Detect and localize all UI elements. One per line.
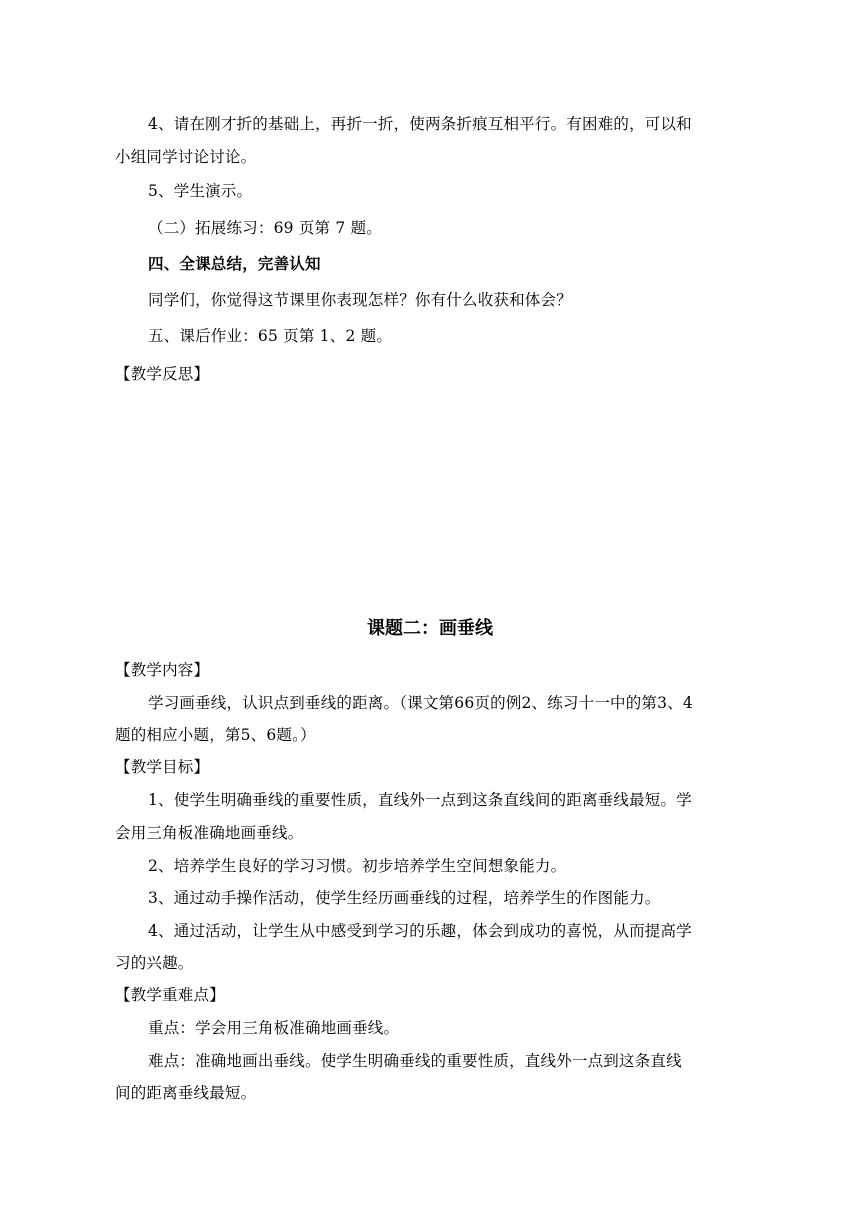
paragraph-content-line1: 学习画垂线，认识点到垂线的距离。（课文第66页的例2、练习十一中的第3、4 — [148, 694, 693, 712]
goal-1-line1: 1、使学生明确垂线的重要性质，直线外一点到这条直线间的距离垂线最短。学 — [148, 791, 692, 809]
paragraph-step4-line1: 4、请在刚才折的基础上，再折一折，使两条折痕互相平行。有困难的，可以和 — [148, 115, 692, 133]
section-heading-summary: 四、全课总结，完善认知 — [148, 254, 321, 273]
heading-teaching-content: 【教学内容】 — [115, 661, 210, 679]
goal-1-line2: 会用三角板准确地画垂线。 — [115, 824, 304, 842]
goal-2: 2、培养学生良好的学习习惯。初步培养学生空间想象能力。 — [148, 857, 567, 875]
goal-4-line1: 4、通过活动，让学生从中感受到学习的乐趣，体会到成功的喜悦，从而提高学 — [148, 922, 692, 940]
goal-3: 3、通过动手操作活动，使学生经历画垂线的过程，培养学生的作图能力。 — [148, 889, 661, 907]
paragraph-difficulty-line2: 间的距离垂线最短。 — [115, 1084, 257, 1102]
paragraph-homework: 五、课后作业：65 页第 1、2 题。 — [148, 327, 393, 345]
paragraph-key-point: 重点：学会用三角板准确地画垂线。 — [148, 1019, 400, 1037]
heading-teaching-goals: 【教学目标】 — [115, 758, 210, 776]
paragraph-difficulty-line1: 难点：准确地画出垂线。使学生明确垂线的重要性质，直线外一点到这条直线 — [148, 1052, 682, 1070]
paragraph-step4-line2: 小组同学讨论讨论。 — [115, 148, 257, 166]
paragraph-content-line2: 题的相应小题，第5、6题。） — [115, 726, 316, 744]
paragraph-summary-question: 同学们，你觉得这节课里你表现怎样？你有什么收获和体会？ — [148, 291, 572, 309]
lesson-title: 课题二：画垂线 — [367, 618, 493, 639]
goal-4-line2: 习的兴趣。 — [115, 954, 194, 972]
paragraph-extension-practice: （二）拓展练习：69 页第 7 题。 — [148, 219, 382, 237]
paragraph-step5: 5、学生演示。 — [148, 182, 253, 200]
heading-key-difficult-points: 【教学重难点】 — [115, 986, 225, 1004]
heading-teaching-reflection: 【教学反思】 — [115, 365, 210, 383]
